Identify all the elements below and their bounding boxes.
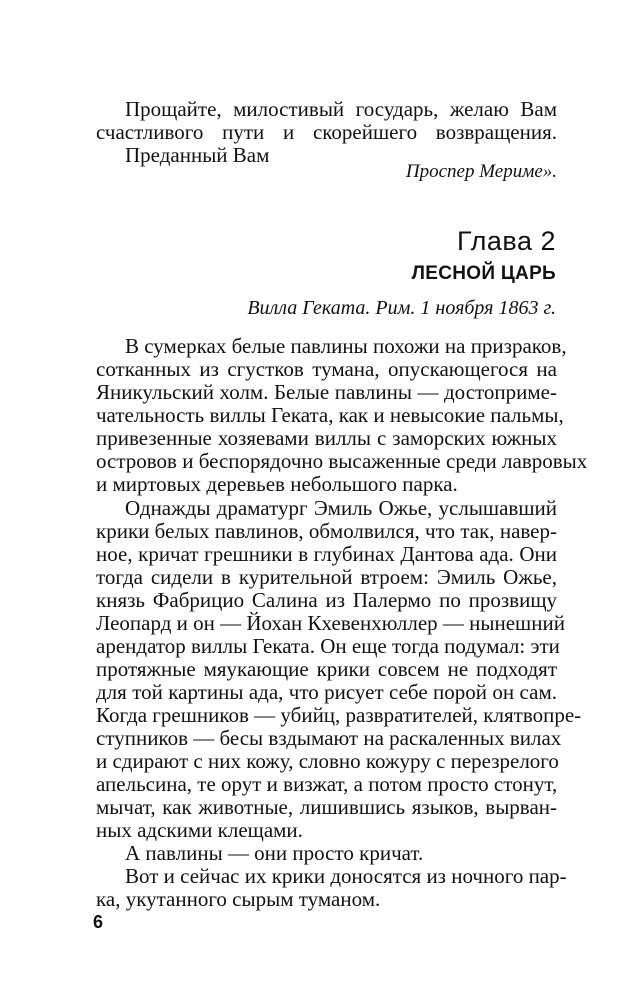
chapter-place-date: Вилла Геката. Рим. 1 ноября 1863 г. <box>247 297 556 319</box>
body-line: А павлины — они просто кричат. <box>125 841 424 865</box>
body-line: мычат, как животные, лишившись языков, вырван- <box>96 795 557 819</box>
body-line: Вот и сейчас их крики доносятся из ночного пар- <box>125 864 567 888</box>
body-line: крики белых павлинов, обмолвился, что так, навер- <box>96 519 557 543</box>
body-line: Яникульский холм. Белые павлины — достоприме- <box>96 380 557 404</box>
body-line: тогда сидели в курительной втроем: Эмиль Ожье, <box>96 565 557 589</box>
body-line: островов и беспорядочно высаженные среди лавровых <box>96 449 588 473</box>
letter-closing: Преданный Вам <box>125 143 270 167</box>
body-line: Однажды драматург Эмиль Ожье, услышавший <box>125 496 557 520</box>
body-line: апельсина, те орут и визжат, а потом просто стонут, <box>96 772 558 796</box>
letter-line-2: счастливого пути и скорейшего возвращения. <box>96 120 557 144</box>
body-line: сотканных из сгустков тумана, опускающегося на <box>96 357 557 381</box>
body-line: князь Фабрицио Салина из Палермо по прозвищу <box>96 588 557 612</box>
body-line: привезенные хозяевами виллы с заморских южных <box>96 426 557 450</box>
chapter-title: ЛЕСНОЙ ЦАРЬ <box>411 263 556 284</box>
page-number: 6 <box>93 912 104 932</box>
body-line: для той картины ада, что рисует себе порой он сам. <box>96 680 557 704</box>
body-line: Когда грешников — убийц, развратителей, клятвопре- <box>96 703 582 727</box>
body-line: ка, укутанного сырым туманом. <box>96 887 381 911</box>
body-line: Леопард и он — Йохан Кхевенхюллер — нынешний <box>96 611 565 635</box>
body-line: чательность виллы Геката, как и невысокие пальмы, <box>96 403 564 427</box>
body-line: и сдирают с них кожу, словно кожуру с перезрелого <box>96 749 559 773</box>
chapter-number: Глава 2 <box>457 226 556 256</box>
body-line: ступников — бесы вздымают на раскаленных вилах <box>96 726 562 750</box>
letter-line-1: Прощайте, милостивый государь, желаю Вам <box>125 97 557 121</box>
body-line: арендатор виллы Геката. Он еще тогда подумал: эти <box>96 634 560 658</box>
body-line: В сумерках белые павлины похожи на призраков, <box>125 334 567 358</box>
body-line: ное, кричат грешники в глубинах Дантова ада. Они <box>96 542 557 566</box>
body-line: и миртовых деревьев небольшого парка. <box>96 472 458 496</box>
body-line: ных адскими клещами. <box>96 818 303 842</box>
body-line: протяжные мяукающие крики совсем не подходят <box>96 657 557 681</box>
letter-signature: Проспер Мериме». <box>405 161 557 182</box>
